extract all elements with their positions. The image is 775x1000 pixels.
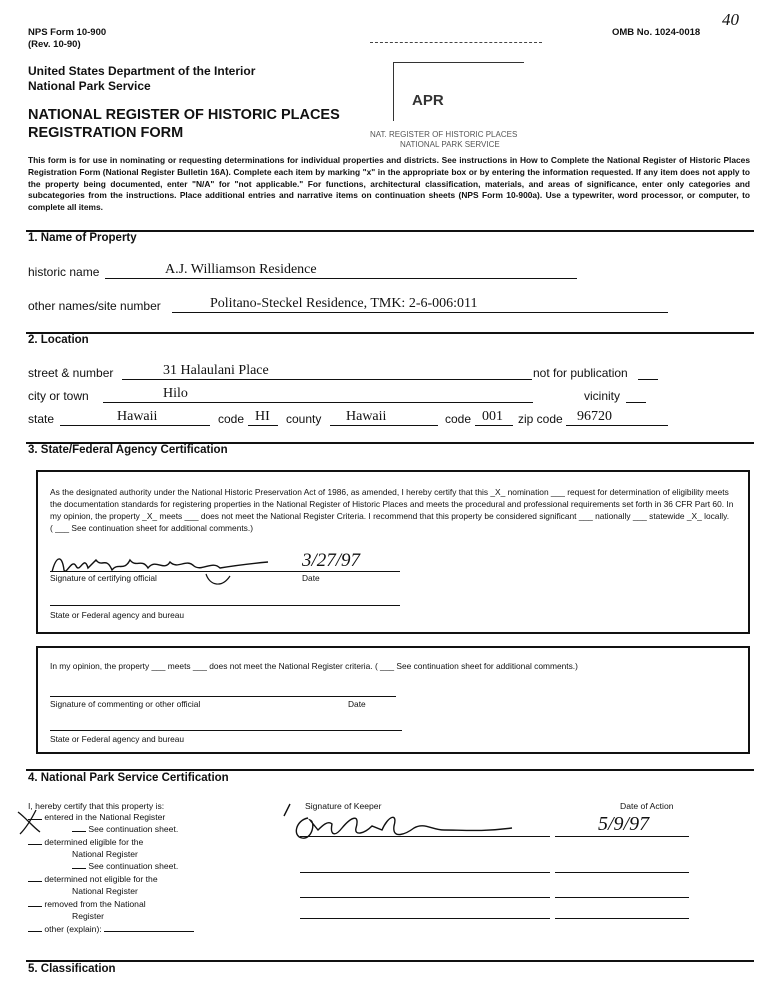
nps-option-removed	[28, 899, 146, 909]
city-value: Hilo	[163, 386, 188, 401]
action-date-line-3	[555, 897, 689, 898]
other-names-value: Politano-Steckel Residence, TMK: 2-6-006:011	[210, 296, 478, 311]
zip-label: zip code	[518, 412, 563, 426]
section-5-heading: 5. Classification	[28, 963, 116, 975]
historic-name-value: A.J. Williamson Residence	[165, 262, 317, 277]
nps-option-entered	[28, 812, 165, 822]
zip-line	[566, 425, 668, 426]
omb-number: OMB No. 1024-0018	[612, 27, 701, 38]
historic-name-line	[105, 278, 577, 279]
nps-option-entered-cont	[72, 824, 178, 834]
eligible-label-2: National Register	[72, 849, 138, 859]
eligible-label: determined eligible for the	[44, 837, 144, 847]
agency-name: National Park Service	[28, 79, 151, 93]
section-4-heading: 4. National Park Service Certification	[28, 772, 229, 784]
nps-certify-intro: I, hereby certify that this property is:	[28, 801, 165, 811]
other-names-label: other names/site number	[28, 299, 161, 313]
department-name: United States Department of the Interior	[28, 64, 256, 78]
state-code-value: HI	[255, 409, 270, 424]
keeper-line-3	[300, 897, 550, 898]
entered-continuation-label: See continuation sheet.	[88, 824, 179, 834]
section-5-rule	[26, 960, 754, 962]
received-stamp	[370, 42, 545, 152]
not-eligible-label: determined not eligible for the	[44, 874, 158, 884]
not-for-publication-line	[638, 379, 658, 380]
city-label: city or town	[28, 389, 89, 403]
form-subtitle: REGISTRATION FORM	[28, 125, 184, 141]
opinion-text: In my opinion, the property ___ meets ___ does not meet the National Register criteria. ( ___ See continuation sheet for additional comments.)	[50, 661, 578, 671]
vicinity-line	[626, 402, 646, 403]
county-code-value: 001	[482, 409, 503, 424]
historic-name-label: historic name	[28, 265, 100, 279]
keeper-signature	[282, 800, 522, 850]
county-value: Hawaii	[346, 409, 387, 424]
form-title: NATIONAL REGISTER OF HISTORIC PLACES	[28, 107, 340, 123]
vicinity-label: vicinity	[584, 389, 621, 403]
county-label: county	[286, 412, 322, 426]
not-eligible-label-2: National Register	[72, 886, 138, 896]
county-code-line	[475, 425, 513, 426]
entered-label: entered in the National Register	[44, 812, 166, 822]
state-code-label: code	[218, 412, 245, 426]
commenting-signature-line	[50, 696, 396, 697]
certification-box	[36, 470, 750, 634]
date-of-action-value: 5/9/97	[598, 813, 650, 835]
certification-text: As the designated authority under the National Historic Preservation Act of 1986, as amended, I hereby certify that this _X_ nomination ___ request for determination of eligibility meets the documentation standards for registering properties in the National Register of Historic Places and meets the procedural and professional requirements set forth in 36 CFR Part 60. In my opinion, the property _X_ meets ___ does not meet the National Register Criteria. I recommend that this property be considered significant ___ nationally ___ statewide _X_ locally. ( ___ See continuation sheet for additional comments.)	[50, 487, 734, 533]
section-3-heading: 3. State/Federal Agency Certification	[28, 444, 228, 456]
certifying-signature-line	[50, 571, 400, 572]
eligible-continuation-label: See continuation sheet.	[88, 861, 179, 871]
action-date-line-2	[555, 872, 689, 873]
street-value: 31 Halaulani Place	[163, 363, 269, 378]
state-value: Hawaii	[117, 409, 158, 424]
nps-option-eligible	[28, 837, 143, 847]
not-for-publication-label: not for publication	[533, 366, 628, 380]
agency-label: State or Federal agency and bureau	[50, 610, 185, 620]
section-1-heading: 1. Name of Property	[28, 232, 137, 244]
action-date-line-1	[555, 836, 689, 837]
state-code-line	[248, 425, 278, 426]
stamp-month: APR	[412, 92, 444, 109]
nps-option-other	[28, 924, 194, 934]
city-line	[103, 402, 533, 403]
county-code-label: code	[445, 412, 472, 426]
keeper-line-2	[300, 872, 550, 873]
zip-value: 96720	[577, 409, 612, 424]
commenting-signature-label: Signature of commenting or other official	[50, 699, 201, 709]
other-label: other (explain):	[44, 924, 102, 934]
commenting-date-label: Date	[348, 699, 366, 709]
keeper-line-4	[300, 918, 550, 919]
agency-line-2	[50, 730, 402, 731]
certification-date: 3/27/97	[302, 550, 361, 571]
removed-label-2: Register	[72, 911, 104, 921]
section-2-heading: 2. Location	[28, 334, 89, 346]
state-line	[60, 425, 210, 426]
stamp-line-2: NATIONAL PARK SERVICE	[400, 140, 500, 149]
street-label: street & number	[28, 366, 114, 380]
section-2-rule	[26, 332, 754, 334]
stamp-line-1: NAT. REGISTER OF HISTORIC PLACES	[370, 130, 518, 139]
form-revision: (Rev. 10-90)	[28, 39, 81, 50]
keeper-signature-label: Signature of Keeper	[305, 801, 382, 811]
removed-label: removed from the National	[44, 899, 146, 909]
nps-option-eligible-cont	[72, 861, 178, 871]
other-names-line	[172, 312, 668, 313]
opinion-box	[36, 646, 750, 754]
form-number: NPS Form 10-900	[28, 27, 107, 38]
keeper-line-1	[300, 836, 550, 837]
street-line	[122, 379, 532, 380]
certification-date-label: Date	[302, 573, 320, 583]
section-4-rule	[26, 769, 754, 771]
action-date-line-4	[555, 918, 689, 919]
county-line	[330, 425, 438, 426]
state-label: state	[28, 412, 55, 426]
form-instructions: This form is for use in nominating or requesting determinations for individual properties and districts. See instructions in How to Complete the National Register of Historic Places Registration Form (National Register Bulletin 16A). Complete each item by marking "x" in the appropriate box or by entering the information requested. If any item does not apply to the property being documented, enter "N/A" for "not applicable." For functions, architectural classification, materials, and areas of significance, enter only categories and subcategories from the instructions. Place additional entries and narrative items on continuation sheets (NPS Form 10-900a). Use a typewriter, word processor, or computer, to complete all items.	[28, 155, 750, 213]
nps-option-not-eligible	[28, 874, 158, 884]
agency-line	[50, 605, 400, 606]
handwritten-number: 40	[722, 10, 739, 29]
certifying-signature-label: Signature of certifying official	[50, 573, 157, 583]
agency-label-2: State or Federal agency and bureau	[50, 734, 185, 744]
date-of-action-label: Date of Action	[620, 801, 674, 811]
